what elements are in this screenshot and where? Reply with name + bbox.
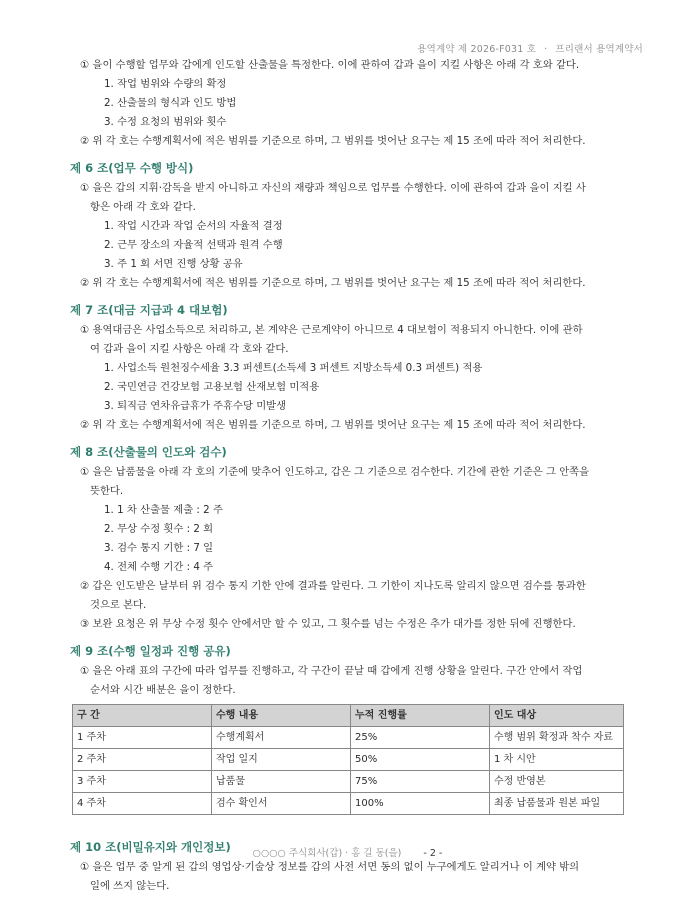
doc-number: 용역계약 제 2026-F031 호 — [417, 44, 537, 55]
table-cell: 검수 확인서 — [212, 793, 351, 815]
list-item: 2. 산출물의 형식과 인도 방법 — [104, 97, 237, 109]
list-item: 1. 1 차 산출물 제출 : 2 주 — [104, 504, 223, 516]
column-header: 구 간 — [73, 705, 212, 727]
table-cell: 50% — [351, 749, 490, 771]
schedule-table — [72, 704, 624, 815]
article-9-heading: 제 9 조(수행 일정과 진행 공유) — [70, 644, 231, 658]
article-10-heading: 제 10 조(비밀유지와 개인정보) — [70, 840, 231, 854]
article-7-heading: 제 7 조(대금 지급과 4 대보험) — [70, 303, 228, 317]
table-cell: 100% — [351, 793, 490, 815]
clause-paragraph-cont: 항은 아래 각 호와 같다. — [90, 201, 196, 213]
list-item: 2. 국민연금 건강보험 고용보험 산재보험 미적용 — [104, 381, 320, 393]
table-cell: 작업 일지 — [212, 749, 351, 771]
page-header — [417, 41, 643, 55]
clause-paragraph-cont: 여 갑과 을이 지킬 사항은 아래 각 호와 같다. — [90, 343, 289, 355]
table-cell: 4 주차 — [73, 793, 212, 815]
table-cell: 수행 범위 확정과 착수 자료 — [490, 727, 624, 749]
column-header: 수행 내용 — [212, 705, 351, 727]
doc-title: 프리랜서 용역계약서 — [555, 44, 643, 55]
list-item: 3. 수정 요청의 범위와 횟수 — [104, 116, 227, 128]
article-8-heading: 제 8 조(산출물의 인도와 검수) — [70, 445, 227, 459]
footer-parties: ○○○○ 주식회사(갑) · 홍 길 동(을) — [252, 848, 402, 859]
clause-paragraph: ① 을은 갑의 지휘·감독을 받지 아니하고 자신의 재량과 책임으로 업무를 수행한다. 이에 관하여 갑과 을이 지킬 사 — [80, 182, 586, 194]
column-header: 인도 대상 — [490, 705, 624, 727]
table-cell: 1 주차 — [73, 727, 212, 749]
table-cell: 수행계획서 — [212, 727, 351, 749]
page-footer — [0, 845, 695, 859]
clause-paragraph-cont: 순서와 시간 배분은 을이 정한다. — [90, 684, 236, 696]
clause-paragraph: ① 용역대금은 사업소득으로 처리하고, 본 계약은 근로계약이 아니므로 4 대보험이 적용되지 아니한다. 이에 관하 — [80, 324, 583, 336]
clause-paragraph: ① 을은 아래 표의 구간에 따라 업무를 진행하고, 각 구간이 끝날 때 갑에게 진행 상황을 알린다. 구간 안에서 작업 — [80, 665, 583, 677]
table-row — [73, 793, 624, 815]
clause-paragraph: ① 을이 수행할 업무와 갑에게 인도할 산출물을 특정한다. 이에 관하여 갑과 을이 지킬 사항은 아래 각 호와 같다. — [80, 59, 580, 71]
table-cell: 1 차 시안 — [490, 749, 624, 771]
list-item: 1. 작업 범위와 수량의 확정 — [104, 78, 227, 90]
clause-paragraph: ② 위 각 호는 수행계획서에 적은 범위를 기준으로 하며, 그 범위를 벗어난 요구는 제 15 조에 따라 적어 처리한다. — [80, 135, 586, 147]
list-item: 3. 검수 통지 기한 : 7 일 — [104, 542, 214, 554]
clause-paragraph: ② 위 각 호는 수행계획서에 적은 범위를 기준으로 하며, 그 범위를 벗어난 요구는 제 15 조에 따라 적어 처리한다. — [80, 419, 586, 431]
header-separator: · — [544, 44, 548, 55]
clause-paragraph: ③ 보완 요청은 위 무상 수정 횟수 안에서만 할 수 있고, 그 횟수를 넘는 수정은 추가 대가를 정한 뒤에 진행한다. — [80, 618, 576, 630]
table-cell: 25% — [351, 727, 490, 749]
table-cell: 3 주차 — [73, 771, 212, 793]
document-body — [72, 56, 624, 896]
list-item: 2. 무상 수정 횟수 : 2 회 — [104, 523, 214, 535]
list-item: 3. 퇴직금 연차유급휴가 주휴수당 미발생 — [104, 400, 287, 412]
clause-paragraph: ① 을은 업무 중 알게 된 갑의 영업상·기술상 정보를 갑의 사전 서면 동의 없이 누구에게도 알리거나 이 계약 밖의 — [80, 861, 580, 873]
table-row — [73, 749, 624, 771]
table-row — [73, 727, 624, 749]
clause-paragraph: ② 갑은 인도받은 날부터 위 검수 통지 기한 안에 결과를 알린다. 그 기한이 지나도록 알리지 않으면 검수를 통과한 — [80, 580, 586, 592]
clause-paragraph: ② 위 각 호는 수행계획서에 적은 범위를 기준으로 하며, 그 범위를 벗어난 요구는 제 15 조에 따라 적어 처리한다. — [80, 277, 586, 289]
list-item: 1. 작업 시간과 작업 순서의 자율적 결정 — [104, 220, 283, 232]
table-cell: 최종 납품물과 원본 파일 — [490, 793, 624, 815]
table-row — [73, 771, 624, 793]
article-6-heading: 제 6 조(업무 수행 방식) — [70, 161, 194, 175]
table-header-row — [73, 705, 624, 727]
list-item: 3. 주 1 회 서면 진행 상황 공유 — [104, 258, 243, 270]
list-item: 1. 사업소득 원천징수세율 3.3 퍼센트(소득세 3 퍼센트 지방소득세 0.3 퍼센트) 적용 — [104, 362, 483, 374]
table-cell: 수정 반영본 — [490, 771, 624, 793]
column-header: 누적 진행률 — [351, 705, 490, 727]
table-cell: 납품물 — [212, 771, 351, 793]
list-item: 2. 근무 장소의 자율적 선택과 원격 수행 — [104, 239, 283, 251]
list-item: 4. 전체 수행 기간 : 4 주 — [104, 561, 214, 573]
table-cell: 75% — [351, 771, 490, 793]
clause-paragraph-cont: 것으로 본다. — [90, 599, 147, 611]
clause-paragraph-cont: 뜻한다. — [90, 485, 124, 497]
clause-paragraph: ① 을은 납품물을 아래 각 호의 기준에 맞추어 인도하고, 갑은 그 기준으로 검수한다. 기간에 관한 기준은 그 안쪽을 — [80, 466, 590, 478]
clause-paragraph-cont: 일에 쓰지 않는다. — [90, 880, 170, 892]
table-cell: 2 주차 — [73, 749, 212, 771]
page-number: - 2 - — [423, 848, 443, 859]
